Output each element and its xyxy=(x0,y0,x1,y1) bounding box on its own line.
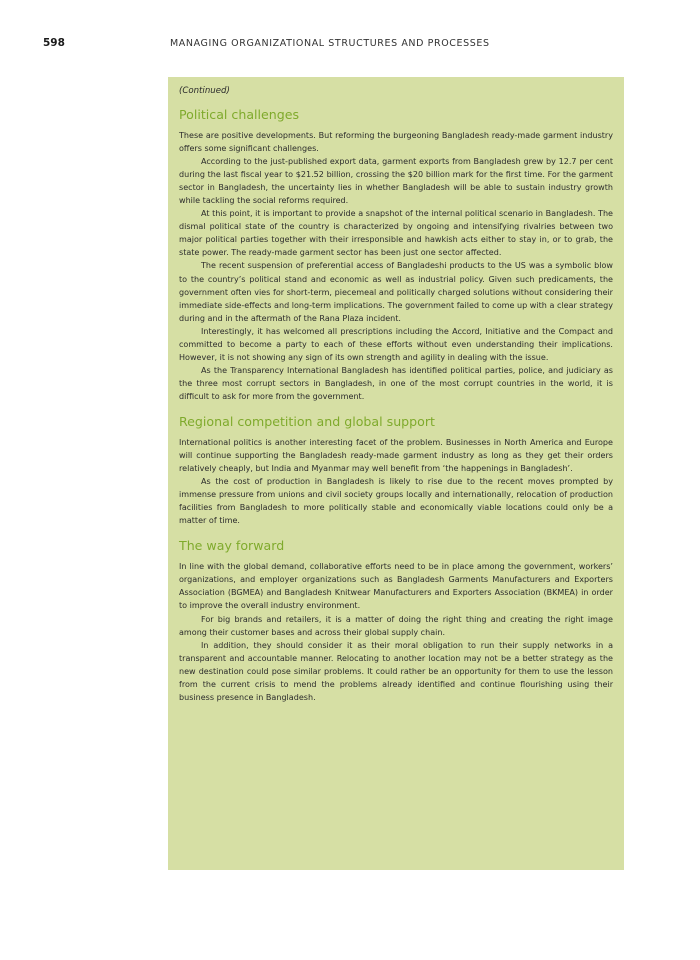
paragraph: These are positive developments. But reforming the burgeoning Bangladesh ready-made garment industry offers some significant challenges. xyxy=(179,131,613,154)
section-heading-regional-competition: Regional competition and global support xyxy=(179,413,435,429)
paragraph: For big brands and retailers, it is a matter of doing the right thing and creating the right image among their customer bases and across their global supply chain. xyxy=(179,614,613,637)
paragraph: As the Transparency International Bangladesh has identified political parties, police, and judiciary as the three most corrupt sectors in Bangladesh, in one of the most corrupt countries in the world, it is difficult to ask for more from the government. xyxy=(179,365,613,401)
paragraph: International politics is another interesting facet of the problem. Businesses in North America and Europe will continue supporting the Bangladesh ready-made garment industry as long as they get their orders relatively cheaply, but India and Myanmar may well benefit from ‘the happenings in Bangladesh’. xyxy=(179,437,613,474)
section-heading-way-forward: The way forward xyxy=(179,538,285,554)
page-number: 598 xyxy=(43,37,65,49)
running-head: MANAGING ORGANIZATIONAL STRUCTURES AND PROCESSES xyxy=(170,38,490,49)
continued-label: (Continued) xyxy=(179,86,230,96)
paragraph: As the cost of production in Bangladesh is likely to rise due to the recent moves prompted by immense pressure from unions and civil society groups locally and internationally, relocation of production facilities from Bangladesh to more politically stable and economically viable locations could only be a matter of time. xyxy=(179,477,613,526)
paragraph: In line with the global demand, collaborative efforts need to be in place among the government, workers’ organizations, and employer organizations such as Bangladesh Garments Manufacturers and Exporters Association (BGMEA) and Bangladesh Knitwear Manufacturers and Exporters Association (BKMEA) in order to improve the overall industry environment. xyxy=(179,562,613,611)
paragraph: At this point, it is important to provide a snapshot of the internal political scenario in Bangladesh. The dismal political state of the country is characterized by ongoing and intensifying rivalries between two major political parties together with their irresponsible and hawkish acts either to stay in, or to grab, the state power. The ready-made garment sector has been just one sector affected. xyxy=(179,209,613,258)
paragraph: The recent suspension of preferential access of Bangladeshi products to the US was a symbolic blow to the country’s political stand and economic as well as industrial policy. Given such predicaments, the government often vies for short-term, piecemeal and politically charged solutions without considering their immediate side-effects and long-term implications. The government failed to come up with a clear strategy during and in the aftermath of the Rana Plaza incident. xyxy=(179,261,613,323)
section-heading-political-challenges: Political challenges xyxy=(179,107,300,122)
paragraph: According to the just-published export data, garment exports from Bangladesh grew by 12.7 per cent during the last fiscal year to $21.52 billion, crossing the $20 billion mark for the first time. For the garment sector in Bangladesh, the uncertainty lies in whether Bangladesh will be able to sustain industry growth while tackling the social reforms required. xyxy=(179,157,613,206)
paragraph: In addition, they should consider it as their moral obligation to run their supply networks in a transparent and accountable manner. Relocating to another location may not be a better strategy as the new destination could pose similar problems. It could rather be an opportunity for them to use the lesson from the current crisis to mend the problems already identified and continue flourishing using their business presence in Bangladesh. xyxy=(179,640,613,702)
case-study-box xyxy=(168,77,624,870)
paragraph: Interestingly, it has welcomed all prescriptions including the Accord, Initiative and the Compact and committed to become a party to each of these efforts without even understanding their implications. However, it is not showing any sign of its own strength and agility in dealing with the issue. xyxy=(179,326,613,362)
